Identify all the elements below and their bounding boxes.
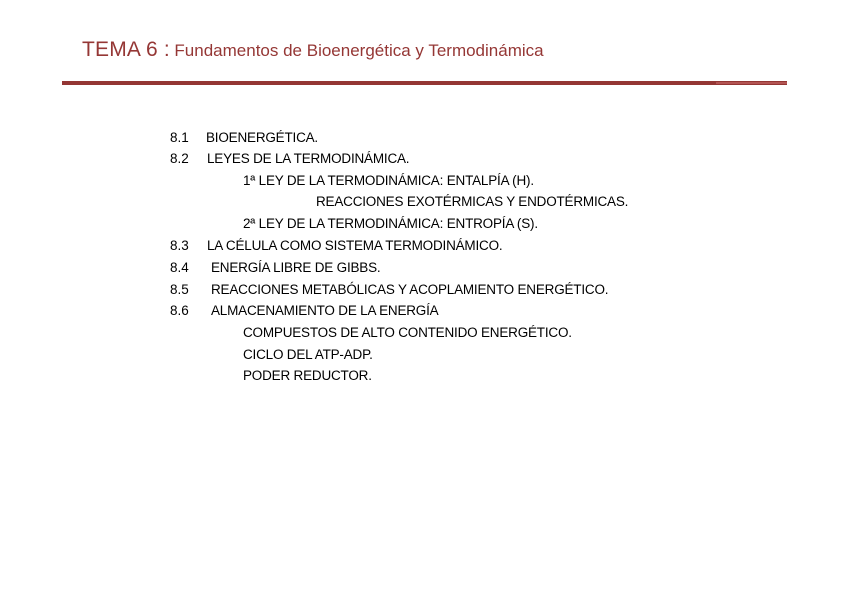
title-prefix: TEMA 6 :: [82, 38, 170, 61]
subsection-title: 1ª LEY DE LA TERMODINÁMICA: ENTALPÍA (H).: [243, 173, 534, 188]
section-number: 8.5: [170, 282, 189, 297]
subsection-title: PODER REDUCTOR.: [243, 368, 372, 383]
subsection-title: 2ª LEY DE LA TERMODINÁMICA: ENTROPÍA (S).: [243, 216, 538, 231]
section-title: ENERGÍA LIBRE DE GIBBS.: [211, 260, 381, 275]
section-number: 8.4: [170, 260, 189, 275]
section-title: ALMACENAMIENTO DE LA ENERGÍA: [211, 303, 439, 318]
section-number: 8.1: [170, 130, 189, 145]
subsection-title: COMPUESTOS DE ALTO CONTENIDO ENERGÉTICO.: [243, 325, 572, 340]
section-title: BIOENERGÉTICA.: [206, 130, 318, 145]
subsubsection-title: REACCIONES EXOTÉRMICAS Y ENDOTÉRMICAS.: [316, 194, 629, 209]
section-number: 8.3: [170, 238, 189, 253]
section-title: REACCIONES METABÓLICAS Y ACOPLAMIENTO ENERGÉTICO.: [211, 282, 609, 297]
section-title: LEYES DE LA TERMODINÁMICA.: [207, 151, 410, 166]
section-number: 8.2: [170, 151, 189, 166]
section-title: LA CÉLULA COMO SISTEMA TERMODINÁMICO.: [207, 238, 503, 253]
subsection-title: CICLO DEL ATP-ADP.: [243, 347, 373, 362]
section-number: 8.6: [170, 303, 189, 318]
title-main: Fundamentos de Bioenergética y Termodinámica: [174, 41, 544, 60]
